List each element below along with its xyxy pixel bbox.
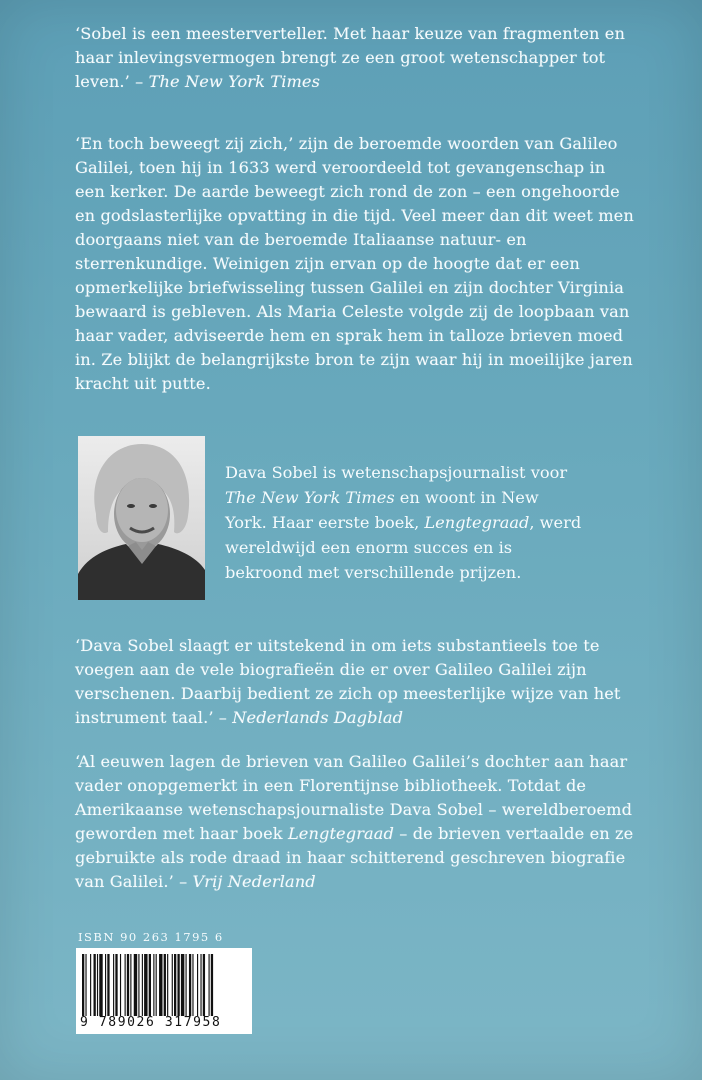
quote-text: ‘Dava Sobel slaagt er uitstekend in om iets substantieels toe te voegen aan de vele biografieën die er over Galileo Galilei zijn verschenen. Daarbij bedient ze zich op meesterlijke wijze van het instrument taal.’ – (75, 636, 621, 727)
author-paper: The New York Times (225, 488, 395, 507)
author-book-title: Lengtegraad (424, 513, 530, 532)
author-photo (78, 436, 205, 600)
quote-text: ‘Al eeuwen lagen de brieven van Galileo Galilei’s dochter aan haar vader onopgemerkt in een Florentijnse bibliotheek. Totdat de Amerikaanse wetenschapsjournaliste Dava Sobel – wereldberoemd geworden met haar boek (75, 752, 633, 843)
book-summary (75, 132, 635, 396)
author-bio (225, 460, 585, 585)
review-quote-nyt (75, 22, 635, 94)
review-quote-vn (75, 750, 635, 894)
quote-book-title: Lengtegraad (287, 824, 395, 843)
quote-source: Vrij Nederland (192, 872, 316, 891)
quote-text: ‘Sobel is een meesterverteller. Met haar keuze van fragmenten en haar inlevingsvermogen brengt ze een groot wetenschapper tot leven.’ – (75, 24, 625, 91)
author-name: Dava Sobel (225, 463, 318, 482)
author-bio-text: is wetenschapsjournalist voor (317, 463, 568, 482)
isbn-number: ISBN 90 263 1795 6 (78, 930, 224, 944)
review-quote-nd (75, 634, 635, 730)
author-bio-text: en woont in New York. Haar eerste boek, (225, 488, 539, 532)
quote-source: Nederlands Dagblad (232, 708, 404, 727)
author-bio-text: , werd wereldwijd een enorm succes en is bekroond met verschillende prijzen. (225, 513, 582, 582)
barcode-digits: 9 789026 317958 (80, 1015, 222, 1030)
quote-text: – de brieven vertaalde en ze gebruikte als rode draad in haar schitterend geschreven biografie van Galilei.’ – (75, 824, 634, 891)
quote-source: The New York Times (148, 72, 321, 91)
summary-text: ‘En toch beweegt zij zich,’ zijn de beroemde woorden van Galileo Galilei, toen hij in 1633 werd veroordeeld tot gevangenschap in een kerker. De aarde beweegt zich rond de zon – een ongehoorde en godslasterlijke opvatting in die tijd. Veel meer dan dit weet men doorgaans niet van de beroemde Italiaanse natuur- en sterrenkundige. Weinigen zijn ervan op de hoogte dat er een opmerkelijke briefwisseling tussen Galilei en zijn dochter Virginia bewaard is gebleven. Als Maria Celeste volgde zij de loopbaan van haar vader, adviseerde hem en sprak hem in talloze brieven moed in. Ze blijkt de belangrijkste bron te zijn waar hij in moeilijke jaren kracht uit putte. (75, 134, 634, 393)
